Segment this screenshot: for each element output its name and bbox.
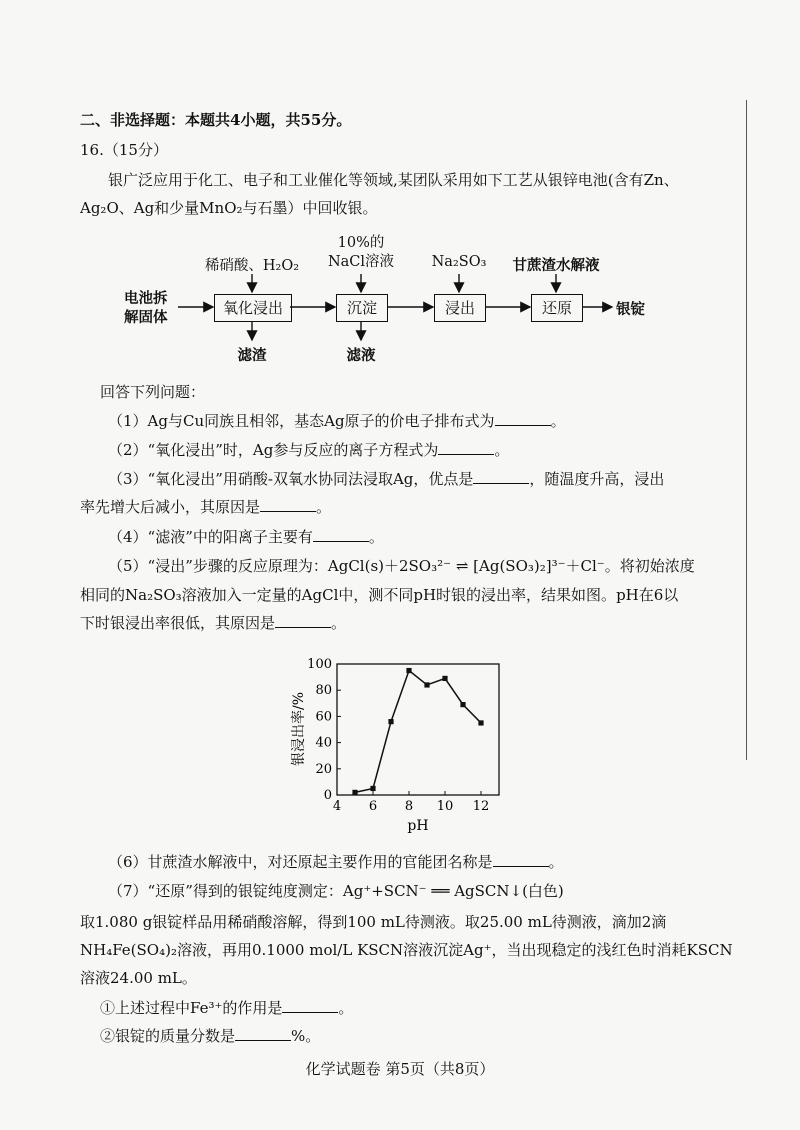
x-tick-label: 6: [368, 799, 378, 814]
data-point: [424, 682, 429, 687]
question-2-text: （2）“氧化浸出”时，Ag参与反应的离子方程式为: [108, 441, 439, 459]
section-title: 二、非选择题：本题共4小题，共55分。: [80, 111, 352, 129]
x-tick-label: 4: [332, 799, 342, 814]
flow-reagent-1: 稀硝酸、H₂O₂: [204, 258, 300, 274]
question-6-text: （6）甘蔗渣水解液中，对还原起主要作用的官能团名称是: [108, 853, 493, 871]
period: 。: [494, 441, 510, 459]
question-1-text: （1）Ag与Cu同族且相邻，基态Ag原子的价电子排布式为: [108, 412, 495, 430]
question-5-line-2: 相同的Na₂SO₃溶液加入一定量的AgCl中，测不同pH时银的浸出率，结果如图。pH在6以: [80, 586, 679, 604]
y-tick-label: 100: [307, 657, 332, 672]
answer-blank: [493, 852, 549, 867]
data-point: [406, 668, 411, 673]
question-7-line-1: 取1.080 g银锭样品用稀硝酸溶解，得到100 mL待测液。取25.00 mL待测液，滴加2滴: [80, 913, 667, 931]
question-7-sub-1-text: ①上述过程中Fe³⁺的作用是: [100, 999, 283, 1017]
y-tick-label: 60: [315, 709, 332, 725]
y-tick-label: 80: [315, 683, 332, 699]
period: 。: [548, 853, 564, 871]
page-footer: 化学试题卷 第5页（共8页）: [305, 1060, 495, 1078]
x-tick-label: 8: [404, 799, 414, 814]
flow-reagent-2-line-1: 10%的: [337, 235, 385, 251]
flow-reagent-3: Na₂SO₃: [431, 254, 487, 270]
intro-line-1: 银广泛应用于化工、电子和工业催化等领域,某团队采用如下工艺从银锌电池(含有Zn、: [108, 171, 679, 189]
question-7-sub-1: [100, 998, 353, 1018]
series-line: [355, 671, 481, 793]
y-axis-ticks: [307, 657, 341, 803]
question-7-title: （7）“还原”得到的银锭纯度测定：Ag⁺+SCN⁻ ══ AgSCN↓(白色): [108, 882, 564, 900]
question-5-line-1: （5）“浸出”步骤的反应原理为：AgCl(s)＋2SO₃²⁻ ⇌ [Ag(SO₃)₂]³⁻＋Cl⁻。将初始浓度: [108, 557, 695, 575]
x-tick-label: 10: [436, 799, 454, 814]
intro-line-2: Ag₂O、Ag和少量MnO₂与石墨）中回收银。: [80, 199, 378, 217]
question-7-sub-2: [100, 1026, 320, 1046]
y-tick-label: 40: [315, 735, 332, 751]
period: 。: [550, 412, 566, 430]
flow-reagent-2-line-2: NaCl溶液: [327, 254, 395, 270]
flow-waste-filtrate: 滤液: [346, 347, 376, 364]
data-point: [388, 719, 393, 724]
plot-frame: [337, 664, 499, 795]
question-3-text-c: 率先增大后减小，其原因是: [80, 498, 261, 516]
answer-prompt: 回答下列问题：: [100, 383, 206, 401]
period: 。: [368, 528, 384, 546]
flow-step-precipitate: 沉淀: [336, 294, 388, 322]
flow-start-line-2: 解固体: [124, 309, 168, 326]
question-3-text-a: （3）“氧化浸出”用硝酸-双氧水协同法浸取Ag，优点是: [108, 470, 474, 488]
y-axis-label: 银浸出率/%: [291, 691, 307, 767]
answer-blank: [282, 998, 338, 1013]
answer-blank: [235, 1026, 291, 1041]
flow-start-line-1: 电池拆: [124, 290, 168, 307]
data-point: [442, 676, 447, 681]
data-point: [478, 720, 483, 725]
data-point: [352, 790, 357, 795]
flow-step-reduce: 还原: [531, 294, 583, 322]
question-4-text: （4）“滤液”中的阳离子主要有: [108, 528, 313, 546]
y-tick-label: 20: [315, 761, 332, 777]
question-7-line-2: NH₄Fe(SO₄)₂溶液，再用0.1000 mol/L KSCN溶液沉淀Ag⁺，当出现稳定的浅红色时消耗KSCN: [80, 941, 733, 959]
question-number: 16.（15分）: [80, 141, 168, 159]
flow-reagent-4: 甘蔗渣水解液: [512, 257, 600, 274]
question-6: [108, 852, 564, 872]
y-tick-label: 0: [323, 788, 332, 803]
flow-step-oxidative-leach: 氧化浸出: [214, 294, 292, 322]
question-3-text-b: ，随温度升高，浸出: [529, 470, 665, 488]
x-axis-label: pH: [407, 818, 429, 834]
flow-step-leach: 浸出: [434, 294, 486, 322]
x-tick-label: 12: [472, 799, 490, 814]
period: 。: [338, 999, 354, 1017]
question-5-text-c: 下时银浸出率很低，其原因是: [80, 614, 276, 632]
period: 。: [331, 614, 347, 632]
question-7-sub-2-text: ②银锭的质量分数是: [100, 1027, 236, 1045]
data-point: [460, 702, 465, 707]
data-point: [370, 786, 375, 791]
question-7-line-3: 溶液24.00 mL。: [80, 969, 197, 987]
flow-waste-residue: 滤渣: [237, 347, 267, 364]
data-points: [352, 668, 483, 795]
percent-period: %。: [291, 1027, 321, 1045]
period: 。: [316, 498, 332, 516]
flow-product: 银锭: [616, 301, 645, 318]
